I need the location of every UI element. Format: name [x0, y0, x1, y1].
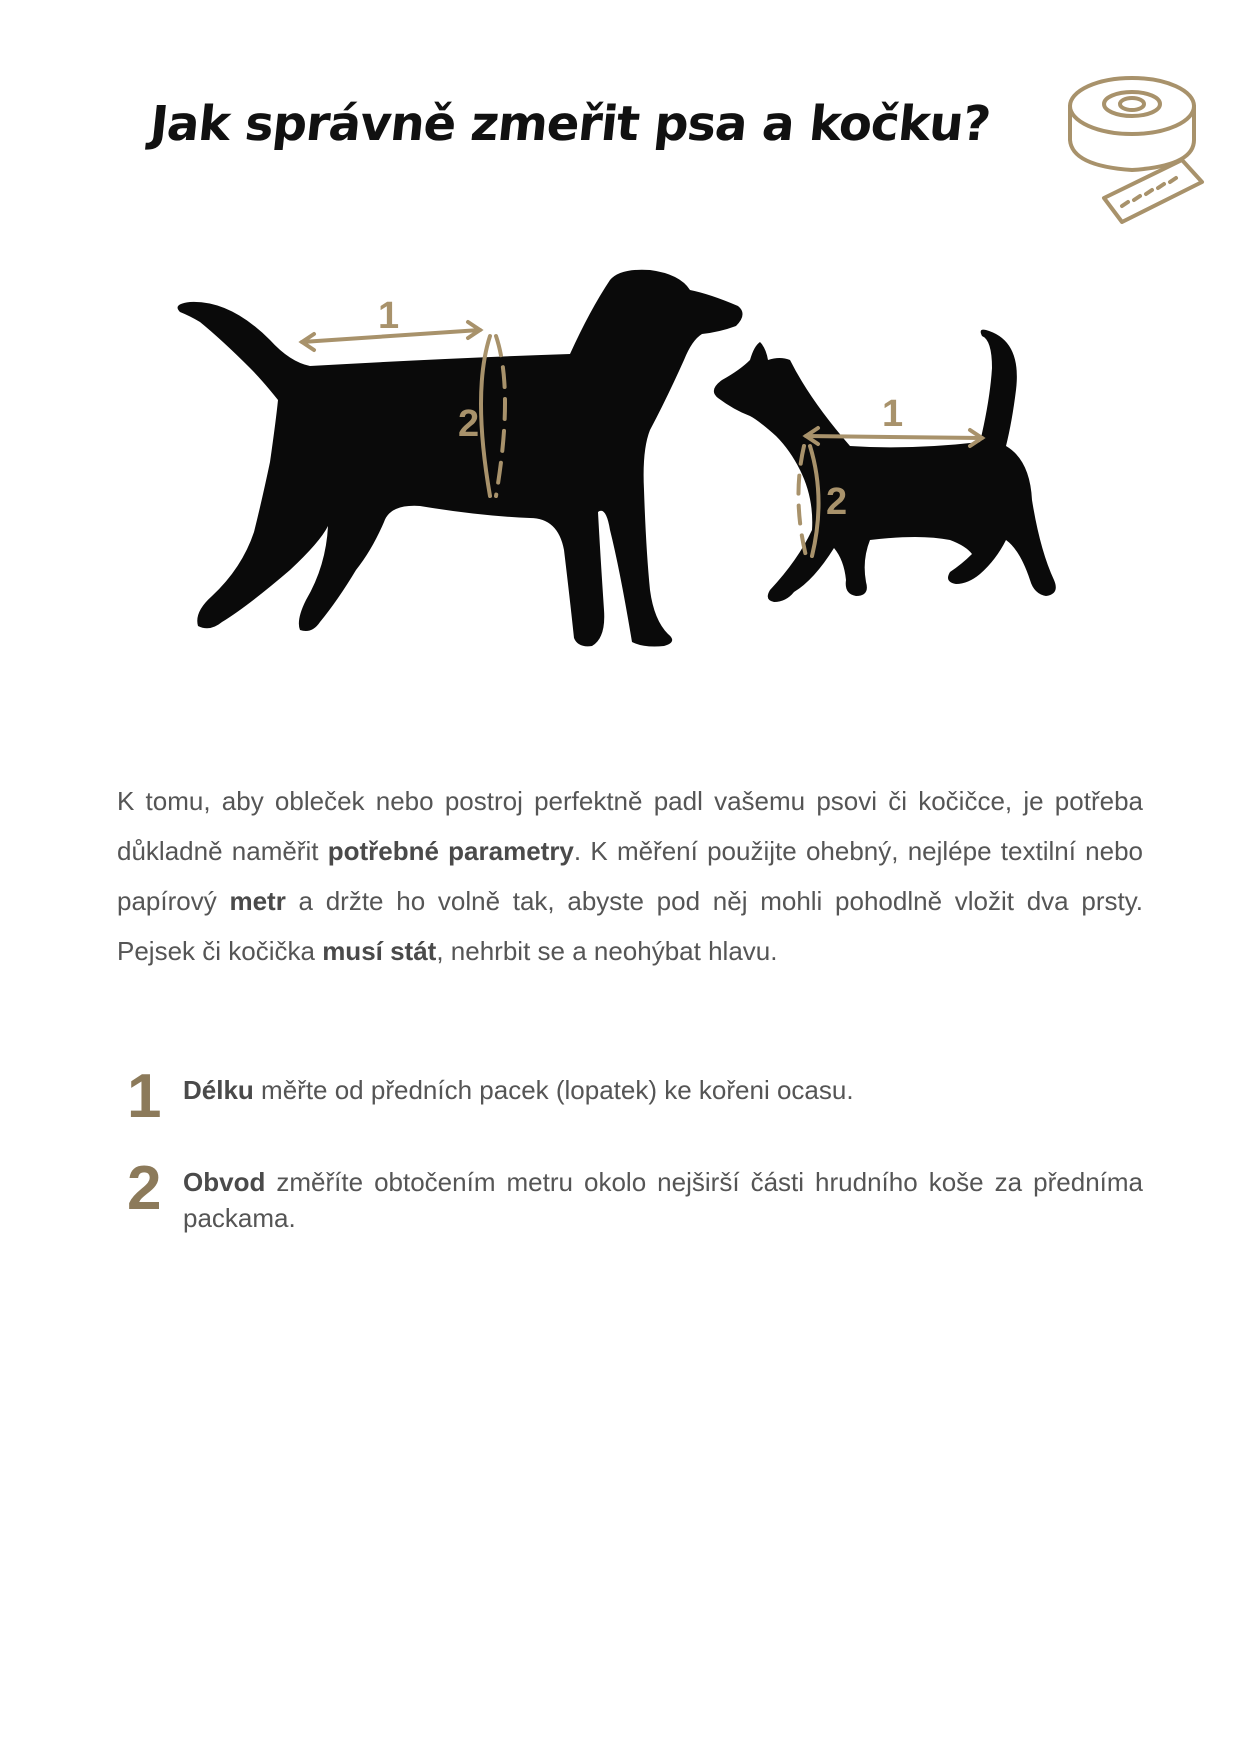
intro-text-4: , nehrbit se a neohýbat hlavu.: [436, 936, 778, 966]
cat-length-label: 1: [882, 393, 904, 435]
step-text: [183, 1164, 1143, 1236]
cat-silhouette: [714, 330, 1056, 602]
cat-girth-label: 2: [826, 481, 848, 523]
measuring-tape-icon: [1062, 70, 1212, 230]
pet-measurement-illustration: [150, 250, 1110, 730]
step-description: změříte obtočením metru okolo nejširší části hrudního koše za předníma packama.: [183, 1167, 1143, 1233]
step-bold: Obvod: [183, 1167, 266, 1197]
step-number: 1: [127, 1062, 162, 1131]
intro-paragraph: [117, 776, 1143, 976]
step-description: měřte od předních pacek (lopatek) ke kořeni ocasu.: [253, 1075, 854, 1105]
intro-bold-meter: metr: [229, 886, 286, 916]
dog-length-label: 1: [378, 295, 400, 337]
intro-text-1: K tomu, aby obleček nebo postroj perfektně padl vašemu psovi či kočičce, je potřeba důkladně naměřit: [117, 786, 1143, 866]
step-number: 2: [127, 1154, 162, 1223]
step-text: [183, 1072, 1143, 1108]
step-bold: Délku: [183, 1075, 254, 1105]
intro-bold-must-stand: musí stát: [322, 936, 437, 966]
page-title: Jak správně zmeřit psa a kočku?: [147, 96, 993, 152]
dog-silhouette: [178, 270, 743, 647]
intro-text-2: . K měření použijte ohebný, nejlépe textilní nebo papírový: [117, 836, 1143, 916]
intro-text-3: a držte ho volně tak, abyste pod něj mohli pohodlně vložit dva prsty. Pejsek či kočička: [117, 886, 1143, 966]
intro-bold-parameters: potřebné parametry: [327, 836, 574, 866]
dog-girth-label: 2: [458, 403, 480, 445]
